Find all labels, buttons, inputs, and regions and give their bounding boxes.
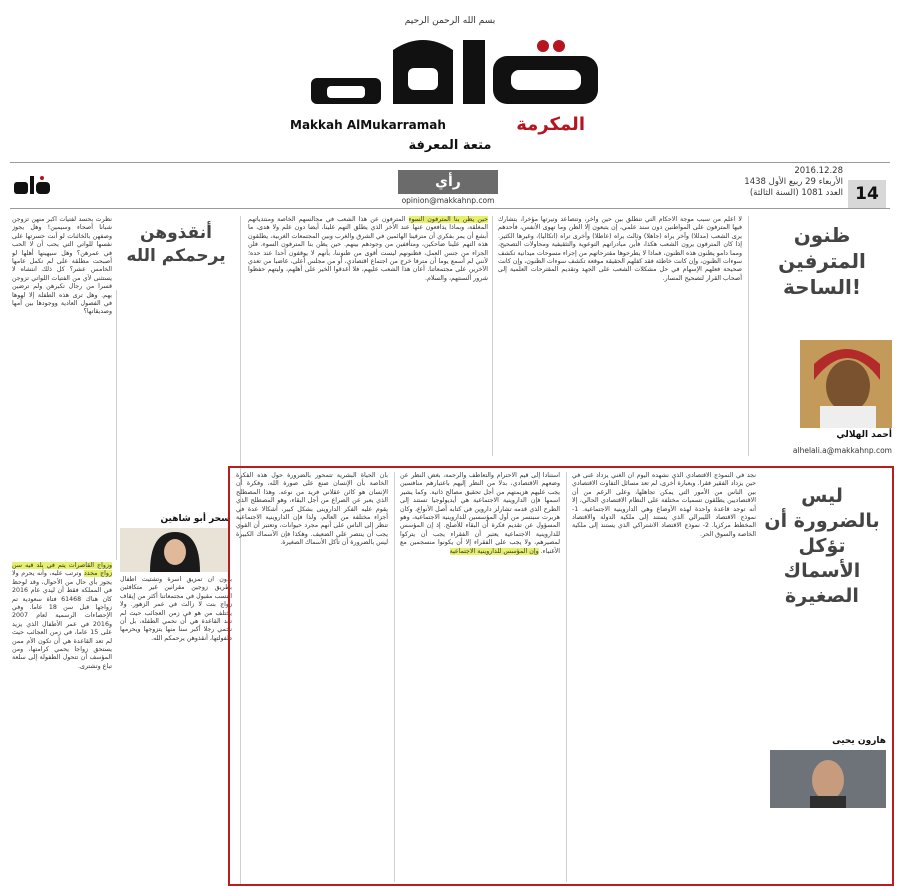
opinion-email: opinion@makkahnp.com xyxy=(401,196,495,205)
author-name-harun: هارون يحيى xyxy=(832,736,886,746)
article-body-helali-2 xyxy=(248,216,488,460)
date-gregorian: 2016.12.28 xyxy=(794,166,843,176)
basmala: بسم الله الرحمن الرحيم xyxy=(404,16,496,26)
headline-helali: ظنون المترفين الساحة! xyxy=(778,223,866,299)
highlight-harun: وإن المؤسس للداروينية الاجتماعية xyxy=(449,547,539,555)
small-logo xyxy=(12,172,52,198)
article-text-harun-2: استنادا إلى قيم الاحترام والتعاطف والرحمة، بغض النظر عن وضعهم الاقتصادي، بدلا من النظر إليهم باعتبارهم منافسين يجب عليهم هزيمتهم من أجل تحقيق مصالح ذاتية. وكما يشير اسمها فإن الداروينية الاجتماعية هي أيديولوجيا تستند إلى الطرح الذي قدمه تشارلز داروين في كتابه أصل الأنواع، وكان هربرت سبنسر من أول المؤسسين للداروينية الاجتماعية، وهو المسؤول عن تقديم فكرة أن البقاء للأصلح. إذ إن المؤسس للداروينية الاجتماعية يعتبر أن الفقراء يجب أن يتركوا لمصيرهم، ولا يجب على الفقراء إلا أن يكونوا منسجمين مع الأغنياء. xyxy=(400,472,560,555)
article-body-harun-2 xyxy=(400,472,560,882)
column-rule xyxy=(748,216,749,456)
author-name-sahar: سحر أبو شاهين xyxy=(160,514,230,524)
author-photo-harun xyxy=(770,750,886,808)
highlight-helali: حين يظن بنا المترفون السوء xyxy=(408,216,488,223)
headline-sahar: أنقذوهن يرحمكم الله xyxy=(126,223,226,266)
masthead xyxy=(0,0,900,160)
column-rule xyxy=(492,216,493,456)
newspaper-logo xyxy=(293,30,613,110)
date-block xyxy=(708,166,843,199)
page-number: 14 xyxy=(848,180,886,208)
article-body-sahar-1: نظرت بحسد لفتيات أكبر منهن تزوجن شبانا أصحاء وسيمين! وهل يجوز وصفهن بالخائنات لو أنت حسرتها على نفسها للواتي التي يحب أن لا الحب في عمرهن؟ وهل سيهينها أهلها لو أصبحت مطلقة على لم تكمل عامها الخامس عشر؟ كل ذلك انتشاه لا يستثنى لأي من الفتيات اللواتي تزوجن قسرا من رجال تكبرهن ولم ترضين بهم. وهل ترى هذه الطفلة إلا لهوها في الفصول العادية ووجودها بين أمها وصديقاتها؟ xyxy=(12,216,112,316)
article-body-harun-1: نجد في النموذج الاقتصادي الذي نشهده اليوم أن الغني يزداد غنى في حين يزداد الفقير فقرا. وبعبارة أخرى، لم تعد مسائل التفاوت الاقتصادي بين الناس من الأمور التي يمكن تجاهلها، وعلى الرغم من أن الاقتصاديين يطلقون تسميات مختلفة على النظام الاقتصادي الحالي، إلا أنه توجد قاعدة واحدة لهذه الأوضاع وهي الداروينية الاجتماعية. 1- نموذج الاقتصاد الليبرالي الذي يستند إلى ملكية الدولة والاقتصاد المخطط مركزيا. 2- نموذج الاقتصاد الاشتراكي الذي يستند إلى ملكية الخاصة والسوق الحر. xyxy=(572,472,756,538)
article-body-harun-3: بأن الحياة البشرية تتمحور بالضرورة حول هذه الفكرة الخاصة بأن الإنسان صنع على صورة الله، وفكرة أن الإنسان هو كائن عقلاني فريد من نوعه. وهذا المصطلح الذي يعبر عن الصراع من أجل البقاء، وهو المصطلح الذي يقوم عليه الفكر الداروينى بشكل كبير، أشكالا عدة في أجزاء مختلفة من العالم، ولذا فإن الداروينية الاجتماعية تنظر إلى الناس على أنهم مجرد حيوانات، وتعتبر أن القوي يجب أن ينتصر على الضعيف. وهكذا فإن الأسماك الكبيرة ليس بالضرورة أن تأكل الأسماك الصغيرة. xyxy=(236,472,388,547)
article-body-helali-1: لا أعلم من سبب موجة الأحكام التي تنطلق بين حين وآخر، وتتصاعد وتيرتها مؤخرا، بتشارك فيها المترفون على المواطنين دون سند علمي، إن يتبعون إلا الظن وما تهوى الأنفس، فأحدهم يرى الشعب (مدللا) وآخر يراه (جاهلا) وثالث يراه (عاطلا) وأخرى تراه (اتكاليا)، وغيرها الكثير. إذا كان المترفون يرون الشعب هكذا، فأين مبادراتهم التوعوية والتثقيفية ومحاولات التصحيح، ومما دامو يظنون هذه الظنون، فماذا لا يطرحوها مقترحاتهم من إجراء مسوحات ميدانية تكشف سوءات الظنون، وإن كانت خاطئة فقد كفلهم الحقيقة موقعة تكشف سوءات الظنون، وإن كانت صحيحة فعلهم الإسهام في حل مشكلات الشعب على الجهد وتقديم المقترحات العلمية إلى أصحاب القرار لتصحيح المسار. xyxy=(498,216,742,282)
column-rule xyxy=(566,472,567,882)
slogan: متعة المعرفة xyxy=(408,138,492,153)
article-text-sahar-2: وترتب عليه، وأنه يحرم ولا يجوز بأي حال من الأحوال، وقد لوحظ في المملكة فقط أن ليدي عام 2016 كان هناك 61468 فتاة سعودية تم زواجها قبل سن 18 عاما. وفي الإحصاءات الرسمية لعام 2007 و2016 في عمر الأطفال الذي يزيد على 15 عاما، في زمن العجائب حيث لم تعد القاعدة هي أن تكون الأم ممن يستحق زواجا يحمي كرامتها، ومن المؤسف أن تتحول الطفولة إلى سلعة تباع وتشترى. xyxy=(12,570,112,670)
article-body-harun-1b xyxy=(762,814,886,882)
author-name-helali: أحمد الهلالي xyxy=(836,430,892,440)
article-body-sahar-2 xyxy=(12,562,112,884)
divider xyxy=(10,208,890,209)
column-rule xyxy=(394,472,395,882)
headline-harun: ليس بالضرورة أن تؤكل الأسماك الصغيرة xyxy=(764,485,880,607)
issue-number: العدد 1081 (السنة الثالثة) xyxy=(749,188,843,198)
article-body-sahar-3: بدون أن تمزيق أسرة وتشتيت أطفال بطريق زوجين مقرانين غير متكافئين النسب مقبول في مجتمعاتنا أكثر من إيقاف زواج بنت لا زالت في عمر الزهور. ولا يختلف من هو في زمن العجائب حيث لم تعد القاعدة هي أن نحمي الطفلة، بل أن نحمي رجلا أكبر سنا منها يتزوجها ويحرمها طفولتها، أنقذوهن يرحمكم الله. xyxy=(120,576,232,642)
arabic-name: المكرمة xyxy=(516,114,585,135)
latin-name: Makkah AlMukarramah xyxy=(290,118,446,132)
highlight-sahar: وزواج القاصرات يتم في بلد فيه سن زواج محدد xyxy=(12,562,112,578)
author-email-helali: alhelali.a@makkahnp.com xyxy=(792,446,892,455)
article-text-helali-2: المترفون عن هذا الشعب في مجالسهم الخاصة ومنتدياتهم المغلقة، وبماذا يدافعون عنها عند الأخر الذي يطلق التهم علينا، أيضا دون علم ولا هدى، ما أبشع أن يمر بفكري أن مترفينا الهائمين في الشرق والغرب وبين المجتمعات الغربية، يطلقون هذه التهم علينا ضاحكين، ومتأففين من وجودهم بينهم. حين يظن بنا المترفون السوء، فلن الجزاء من جنس العمل، فظنونهم ليست أقوى من ظنوننا، بأنهم لا يوقفون أحدا عند حده؛ لأنني لم أسمع يوما أن مترفا خرج من اجتماع اقتصادي، أو من مجلس أعلى، غاضبا من تعدي الآخرين على مجتمعاتنا. أعان هذا الشعب عليهم، فلا أغدقوا الخير على أهلهم، وليتهم حفظوا شرور ألسنتهم، والسلام. xyxy=(248,216,488,282)
section-label: رأي xyxy=(398,170,498,194)
column-rule xyxy=(116,290,117,560)
date-hijri: الأربعاء 29 ربيع الأول 1438 xyxy=(744,177,843,187)
author-photo-sahar xyxy=(120,528,230,572)
divider xyxy=(10,162,890,163)
author-photo-helali xyxy=(800,340,892,428)
